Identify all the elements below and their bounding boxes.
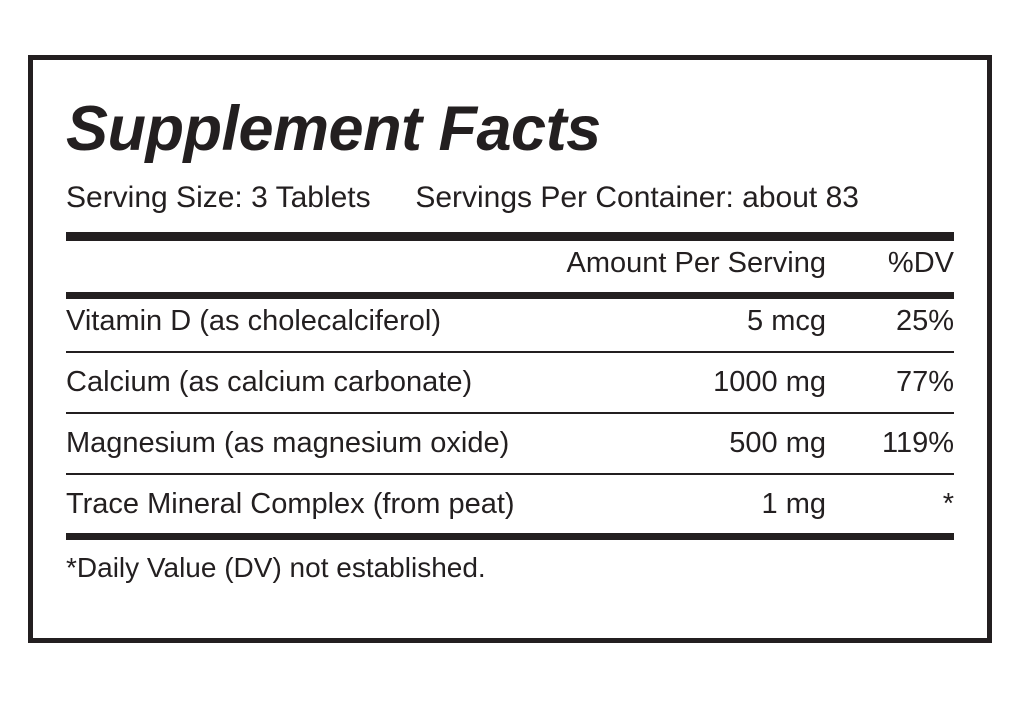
nutrient-dv: 77% [895, 366, 954, 398]
table-row [66, 482, 954, 528]
nutrient-dv: 119% [881, 427, 954, 459]
nutrient-amount: 1000 mg [713, 366, 826, 398]
servings-per-container-value: about 83 [742, 181, 859, 214]
nutrient-name: Calcium (as calcium carbonate) [66, 366, 473, 398]
rule-header-bottom [66, 292, 954, 299]
table-row [66, 299, 954, 345]
serving-size-value: 3 Tablets [251, 181, 371, 214]
column-header-dv: %DV [887, 247, 954, 279]
table-row [66, 360, 954, 406]
nutrition-table [66, 241, 954, 287]
row-separator [66, 406, 954, 421]
column-header-amount: Amount Per Serving [566, 247, 826, 279]
row-separator-cell [66, 467, 954, 482]
nutrient-name: Magnesium (as magnesium oxide) [66, 427, 510, 459]
rule-top-thick [66, 232, 954, 241]
row-separator-cell [66, 345, 954, 360]
rule-footnote-top [66, 533, 954, 540]
row-separator-line [66, 351, 954, 353]
nutrient-dv: 25% [895, 305, 954, 337]
nutrient-dv: * [942, 488, 954, 520]
servings-per-container-label: Servings Per Container: [415, 181, 734, 214]
supplement-facts-inner [66, 78, 954, 628]
serving-size-label: Serving Size: [66, 181, 243, 214]
nutrient-amount: 500 mg [729, 427, 826, 459]
footnote-daily-value: *Daily Value (DV) not established. [66, 552, 486, 583]
nutrient-amount: 1 mg [761, 488, 826, 520]
nutrients-table [66, 299, 954, 528]
row-separator-line [66, 412, 954, 414]
serving-info [66, 181, 954, 215]
table-row [66, 421, 954, 467]
nutrient-name: Trace Mineral Complex (from peat) [66, 488, 515, 520]
row-separator-cell [66, 406, 954, 421]
row-separator [66, 467, 954, 482]
nutrient-name: Vitamin D (as cholecalciferol) [66, 305, 441, 337]
supplement-facts-panel [28, 55, 992, 643]
nutrient-amount: 5 mcg [747, 305, 826, 337]
row-separator-line [66, 473, 954, 475]
table-header-row [66, 241, 954, 287]
page-title: Supplement Facts [66, 94, 601, 164]
row-separator [66, 345, 954, 360]
